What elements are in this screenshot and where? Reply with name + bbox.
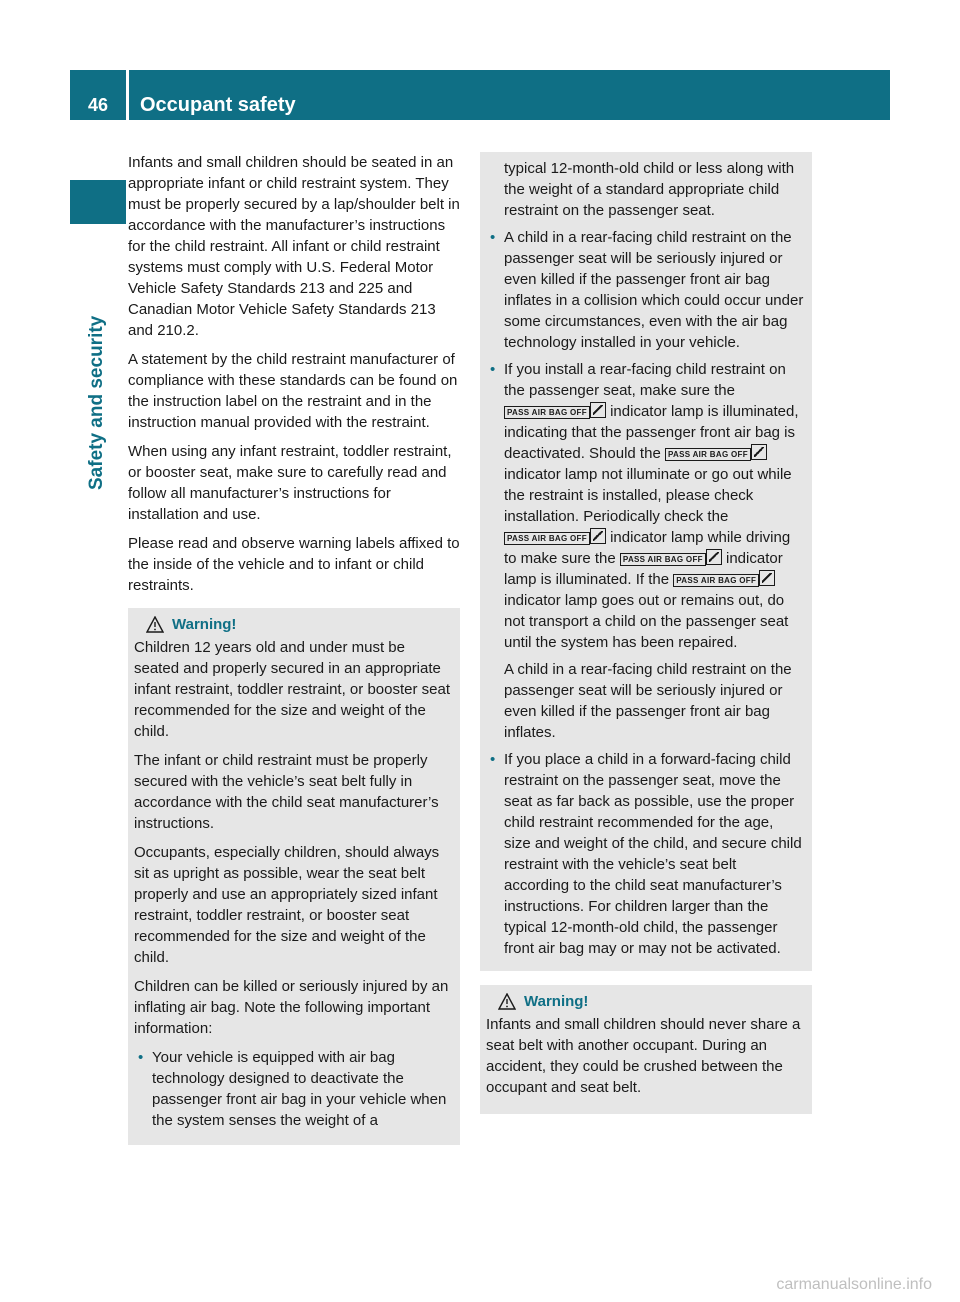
continuation-text: typical 12-month-old child or less along with the weight of a standard appropriate child restraint on the passenger seat.	[504, 160, 795, 219]
warning-header	[486, 991, 804, 1012]
bullet-text: indicator lamp not illuminate or go out while the restraint is installed, please check installation. Periodically check the	[504, 466, 792, 525]
bullet-text: indicator lamp while driving to make sure the	[504, 529, 791, 567]
body-paragraph: When using any infant restraint, toddler restraint, or booster seat, make sure to carefully read and follow all manufacturer’s instructions for installation and use.	[128, 443, 452, 523]
header-divider	[126, 70, 129, 120]
warning-triangle-icon	[498, 993, 516, 1010]
side-tab-label: Safety and security	[86, 315, 107, 490]
bullet-text: indicator lamp is illuminated, indicating that the passenger front air bag is deactivated. Should the	[504, 403, 799, 462]
body-paragraph: Please read and observe warning labels affixed to the inside of the vehicle and to infant or child restraints.	[128, 535, 460, 594]
warning-triangle-icon	[146, 616, 164, 633]
warning-box	[480, 985, 812, 1114]
body-paragraph: Infants and small children should be seated in an appropriate infant or child restraint system. They must be properly secured by a lap/shoulder belt in accordance with the manufacturer’s instructions for the child restraint. All infant or child restraint systems must comply with U.S. Federal Motor Vehicle Safety Standards 213 and 225 and Canadian Motor Vehicle Safety Standards 213 and 210.2.	[128, 154, 460, 339]
warning-box	[128, 608, 460, 1145]
child-seat-icon	[759, 570, 775, 586]
child-seat-icon	[590, 528, 606, 544]
warning-paragraph: Infants and small children should never share a seat belt with another occupant. During an accident, they could be crushed between the occupant and seat belt.	[486, 1016, 801, 1096]
side-tab-block	[70, 180, 126, 224]
child-seat-icon	[590, 402, 606, 418]
page-number: 46	[87, 95, 109, 115]
page-title: Occupant safety	[140, 94, 296, 116]
bullet-text: indicator lamp is illuminated. If the	[504, 550, 783, 588]
warning-paragraph: Children can be killed or seriously injured by an inflating air bag. Note the following important information:	[134, 978, 449, 1037]
right-column	[480, 152, 812, 1114]
pass-air-bag-off-indicator: PASS AIR BAG OFF	[504, 532, 590, 545]
pass-air-bag-off-indicator: PASS AIR BAG OFF	[504, 406, 590, 419]
left-column	[128, 152, 460, 1145]
warning-paragraph: Occupants, especially children, should always sit as upright as possible, wear the seat belt properly and use an appropriately sized infant restraint, toddler restraint, or booster seat recommended for the size and weight of the child.	[134, 844, 440, 966]
footer-watermark: carmanualsonline.info	[776, 1276, 932, 1293]
child-seat-icon	[751, 444, 767, 460]
body-paragraph: A statement by the child restraint manufacturer of compliance with these standards can be found on the instruction label on the restraint and in the instruction manual provided with the restraint.	[128, 351, 458, 431]
warning-continuation-box	[480, 152, 812, 971]
warning-title: Warning!	[524, 993, 589, 1010]
warning-paragraph: Children 12 years old and under must be seated and properly secured in an appropriate infant restraint, toddler restraint, or booster seat recommended for the size and weight of the child.	[134, 639, 450, 740]
bullet-text: indicator lamp goes out or remains out, do not transport a child on the passenger seat until the system has been repaired.	[504, 592, 789, 651]
bullet-item: • If you place a child in a forward-facing child restraint on the passenger seat, move the seat as far back as possible, use the proper child restraint recommended for the age, size and weight of the child, and secure child restraint with the vehicle’s seat belt according to the child seat manufacturer’s instructions. For children larger than the typical 12-month-old child, the passenger front air bag may or may not be activated.	[486, 749, 804, 959]
warning-paragraph: The infant or child restraint must be properly secured with the vehicle’s seat belt fully in accordance with the child seat manufacturer’s instructions.	[134, 752, 439, 832]
bullet-text: If you install a rear-facing child restraint on the passenger seat, make sure the	[504, 361, 786, 399]
pass-air-bag-off-indicator: PASS AIR BAG OFF	[673, 574, 759, 587]
child-seat-icon	[706, 549, 722, 565]
pass-air-bag-off-indicator: PASS AIR BAG OFF	[665, 448, 751, 461]
warning-title: Warning!	[172, 616, 237, 633]
bullet-item: • Your vehicle is equipped with air bag technology designed to deactivate the passenger front air bag in your vehicle when the system senses the weight of a	[134, 1047, 452, 1131]
pass-air-bag-off-indicator: PASS AIR BAG OFF	[620, 553, 706, 566]
warning-header	[134, 614, 452, 635]
bullet-item: • A child in a rear-facing child restraint on the passenger seat will be seriously injured or even killed if the passenger front air bag inflates in a collision which could occur under some circumstances, even with the air bag technology installed in your vehicle.	[486, 227, 804, 353]
indented-paragraph: A child in a rear-facing child restraint on the passenger seat will be seriously injured or even killed if the passenger front air bag inflates.	[504, 661, 792, 741]
bullet-item	[486, 359, 804, 653]
